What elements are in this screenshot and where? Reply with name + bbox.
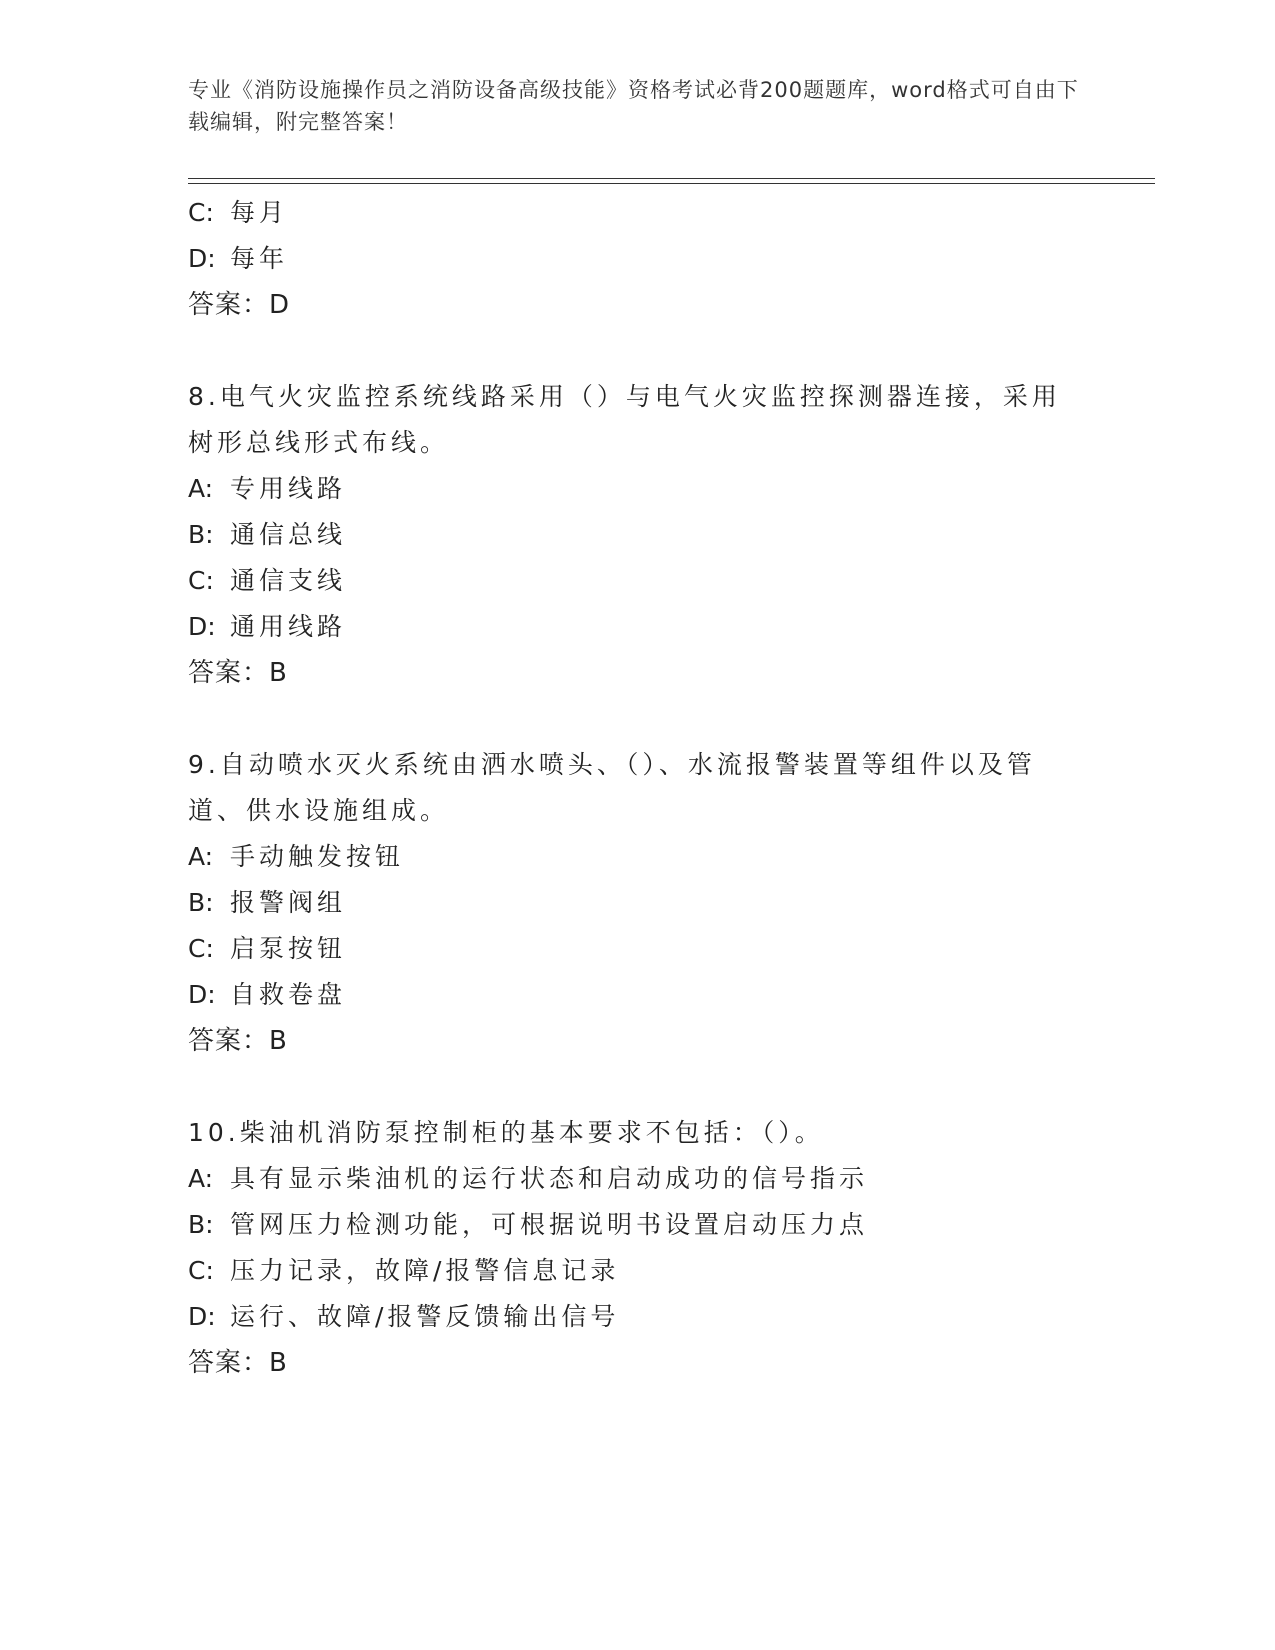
question-list <box>188 190 1088 1386</box>
option-text: 每月 <box>230 198 289 227</box>
option-text: 报警阀组 <box>230 888 347 917</box>
option-key: B: <box>188 888 214 917</box>
option-key: C: <box>188 198 214 227</box>
option-key: D: <box>188 612 216 641</box>
question-7-tail <box>188 190 1088 328</box>
option-key: A: <box>188 1164 214 1193</box>
answer-line: 答案：B <box>188 1026 288 1056</box>
option-c <box>188 558 1088 604</box>
question-stem: 10.柴油机消防泵控制柜的基本要求不包括：（）。 <box>188 1118 824 1147</box>
question-stem: 8.电气火灾监控系统线路采用（）与电气火灾监控探测器连接，采用树形总线形式布线。 <box>188 382 1061 457</box>
option-key: C: <box>188 1256 214 1285</box>
question-9 <box>188 742 1088 1064</box>
option-text: 专用线路 <box>230 474 347 503</box>
option-b <box>188 1202 1088 1248</box>
answer-line: 答案：B <box>188 1348 288 1378</box>
option-c <box>188 926 1088 972</box>
option-b <box>188 880 1088 926</box>
option-d <box>188 604 1088 650</box>
option-key: A: <box>188 474 214 503</box>
option-key: D: <box>188 244 216 273</box>
option-key: B: <box>188 1210 214 1239</box>
option-key: C: <box>188 934 214 963</box>
header-divider-top <box>188 178 1155 179</box>
option-b <box>188 512 1088 558</box>
option-text: 管网压力检测功能，可根据说明书设置启动压力点 <box>230 1210 869 1239</box>
document-header: 专业《消防设施操作员之消防设备高级技能》资格考试必背200题题库，word格式可自由下载编辑，附完整答案！ <box>188 78 1079 134</box>
option-c <box>188 190 1088 236</box>
option-d <box>188 1294 1088 1340</box>
header-divider-bottom <box>188 183 1155 184</box>
option-d <box>188 972 1088 1018</box>
option-d <box>188 236 1088 282</box>
answer-line: 答案：B <box>188 658 288 688</box>
option-text: 通信总线 <box>230 520 347 549</box>
option-key: A: <box>188 842 214 871</box>
option-text: 压力记录，故障/报警信息记录 <box>230 1256 620 1285</box>
option-text: 手动触发按钮 <box>230 842 405 871</box>
option-text: 通用线路 <box>230 612 347 641</box>
option-key: D: <box>188 1302 216 1331</box>
option-a <box>188 1156 1088 1202</box>
question-10 <box>188 1110 1088 1386</box>
option-text: 具有显示柴油机的运行状态和启动成功的信号指示 <box>230 1164 869 1193</box>
option-text: 每年 <box>230 244 289 273</box>
answer-line: 答案：D <box>188 290 291 320</box>
option-text: 运行、故障/报警反馈输出信号 <box>230 1302 620 1331</box>
option-c <box>188 1248 1088 1294</box>
option-key: C: <box>188 566 214 595</box>
option-a <box>188 466 1088 512</box>
option-text: 启泵按钮 <box>230 934 347 963</box>
option-text: 自救卷盘 <box>230 980 347 1009</box>
option-text: 通信支线 <box>230 566 347 595</box>
question-stem: 9.自动喷水灭火系统由洒水喷头、（）、水流报警装置等组件以及管道、供水设施组成。 <box>188 750 1036 825</box>
question-8 <box>188 374 1088 696</box>
option-a <box>188 834 1088 880</box>
option-key: D: <box>188 980 216 1009</box>
option-key: B: <box>188 520 214 549</box>
